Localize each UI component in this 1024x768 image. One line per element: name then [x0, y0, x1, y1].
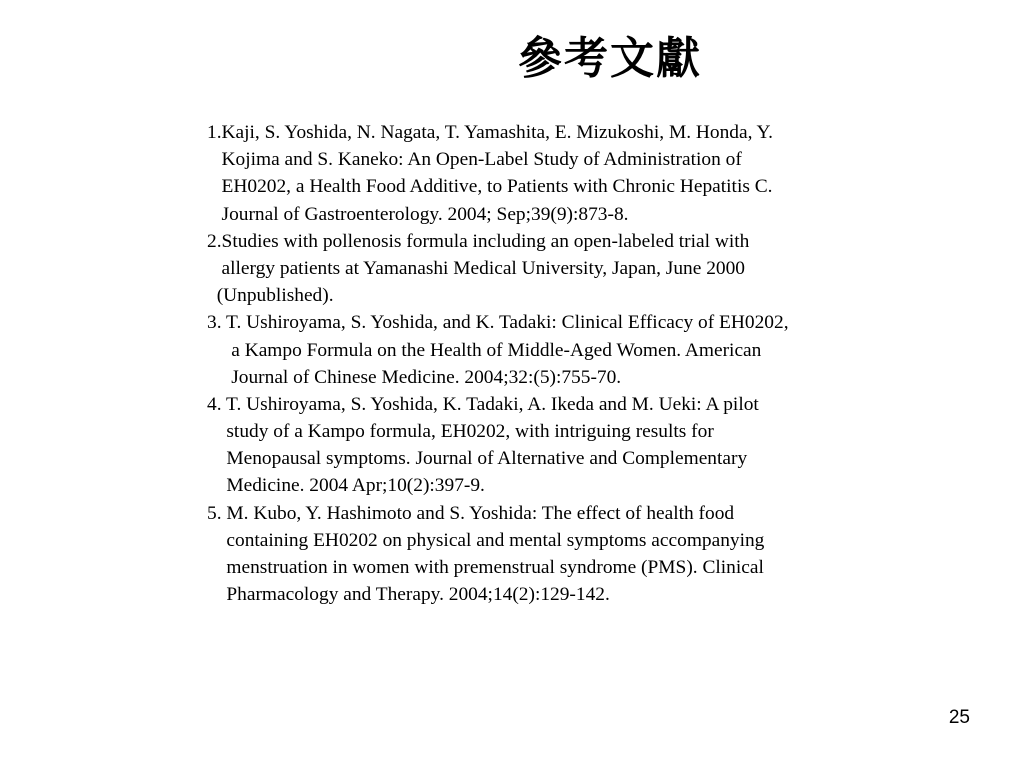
reference-line: Kojima and S. Kaneko: An Open-Label Study of Administration of [207, 149, 742, 171]
reference-line: EH0202, a Health Food Additive, to Patients with Chronic Hepatitis C. [207, 176, 773, 198]
reference-line: (Unpublished). [207, 285, 334, 307]
reference-item-5 [207, 500, 927, 609]
reference-line: menstruation in women with premenstrual syndrome (PMS). Clinical [207, 557, 764, 578]
reference-item-2 [207, 228, 927, 310]
reference-list [207, 119, 927, 608]
reference-line: containing EH0202 on physical and mental symptoms accompanying [207, 529, 765, 551]
reference-line: Medicine. 2004 Apr;10(2):397-9. [207, 475, 485, 497]
reference-line: 4. T. Ushiroyama, S. Yoshida, K. Tadaki, A. Ikeda and M. Ueki: A pilot [207, 393, 759, 415]
reference-item-1 [207, 119, 927, 228]
reference-line: 1.Kaji, S. Yoshida, N. Nagata, T. Yamashita, E. Mizukoshi, M. Honda, Y. [207, 122, 773, 143]
slide-title: 參考文獻 [518, 33, 702, 84]
reference-line: Journal of Chinese Medicine. 2004;32:(5):755-70. [207, 366, 622, 388]
reference-item-3 [207, 309, 927, 391]
reference-line: study of a Kampo formula, EH0202, with intriguing results for [207, 421, 714, 443]
reference-line: a Kampo Formula on the Health of Middle-Aged Women. American [207, 339, 762, 361]
reference-line: 2.Studies with pollenosis formula including an open-labeled trial with [207, 230, 750, 252]
reference-line: Journal of Gastroenterology. 2004; Sep;39(9):873-8. [207, 203, 629, 225]
reference-line: allergy patients at Yamanashi Medical University, Japan, June 2000 [207, 257, 745, 279]
reference-item-4 [207, 391, 927, 500]
reference-line: Pharmacology and Therapy. 2004;14(2):129-142. [207, 584, 610, 606]
reference-line: 5. M. Kubo, Y. Hashimoto and S. Yoshida: The effect of health food [207, 502, 735, 524]
page-number: 25 [948, 707, 970, 728]
reference-line: 3. T. Ushiroyama, S. Yoshida, and K. Tadaki: Clinical Efficacy of EH0202, [207, 312, 789, 334]
reference-line: Menopausal symptoms. Journal of Alternative and Complementary [207, 448, 748, 470]
